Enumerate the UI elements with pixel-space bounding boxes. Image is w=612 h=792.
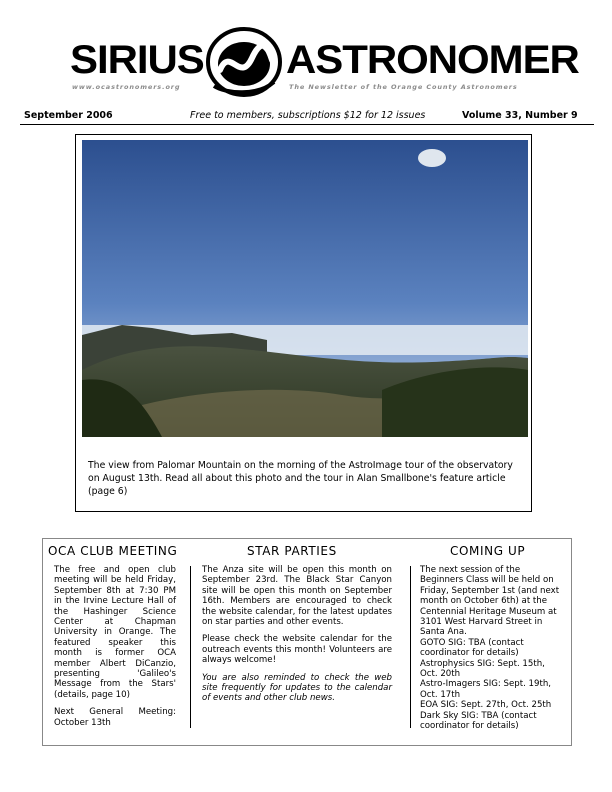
club-meeting-paragraph: The free and open club meeting will be held Friday, September 8th at 7:30 PM in the Irvine Lecture Hall of the Hashinger Science Center at Chapman University in Orange. The featured speaker this month is former OCA member Albert DiCanzio, presenting 'Galileo's Message from the Stars' (details, page 10) xyxy=(54,565,176,700)
masthead-website: www.ocastronomers.org xyxy=(72,83,181,91)
palomar-photo xyxy=(82,140,528,437)
header-rule xyxy=(20,124,594,125)
website-reminder: You are also reminded to check the web site frequently for updates to the calendar of events and other club news. xyxy=(202,672,392,704)
photo-caption: The view from Palomar Mountain on the morning of the AstroImage tour of the observatory on August 13th. Read all about this photo and the tour in Alan Smallbone's feature article (page 6) xyxy=(88,460,513,497)
issue-date: September 2006 xyxy=(24,110,113,121)
logo-icon xyxy=(206,26,282,98)
list-item: EOA SIG: Sept. 27th, Oct. 25th xyxy=(420,700,552,711)
list-item: Astro-Imagers SIG: Sept. 19th, Oct. 17th xyxy=(420,679,552,700)
masthead-title-right: ASTRONOMER xyxy=(286,38,579,82)
list-item: Dark Sky SIG: TBA (contact coordinator for details) xyxy=(420,710,537,732)
next-meeting-note: Next General Meeting: October 13th xyxy=(54,707,176,728)
subscription-note: Free to members, subscriptions $12 for 12 issues xyxy=(190,110,426,121)
star-parties-text xyxy=(202,565,392,711)
outreach-paragraph: Please check the website calendar for the outreach events this month! Volunteers are always welcome! xyxy=(202,634,392,666)
star-parties-title: STAR PARTIES xyxy=(247,544,337,558)
list-item: GOTO SIG: TBA (contact coordinator for details) xyxy=(420,637,524,659)
masthead-tagline: The Newsletter of the Orange County Astronomers xyxy=(289,83,518,91)
column-divider xyxy=(190,566,191,728)
club-meeting-text xyxy=(54,565,176,735)
column-divider xyxy=(410,566,411,728)
list-item: Astrophysics SIG: Sept. 15th, Oct. 20th xyxy=(420,658,545,680)
masthead-title-left: SIRIUS xyxy=(70,38,204,82)
coming-up-text xyxy=(420,565,560,732)
volume-number: Volume 33, Number 9 xyxy=(462,110,578,121)
beginners-class-note: The next session of the Beginners Class will be held on Friday, September 1st (and next month on October 6th) at the Centennial Heritage Museum at 3101 West Harvard Street in Santa Ana. xyxy=(420,565,560,638)
star-parties-paragraph: The Anza site will be open this month on September 23rd. The Black Star Canyon site will be open this month on September 16th. Members are encouraged to check the website calendar, for the latest updates on star parties and other events. xyxy=(202,565,392,628)
club-meeting-title: OCA CLUB MEETING xyxy=(48,544,178,558)
coming-up-title: COMING UP xyxy=(450,544,526,558)
